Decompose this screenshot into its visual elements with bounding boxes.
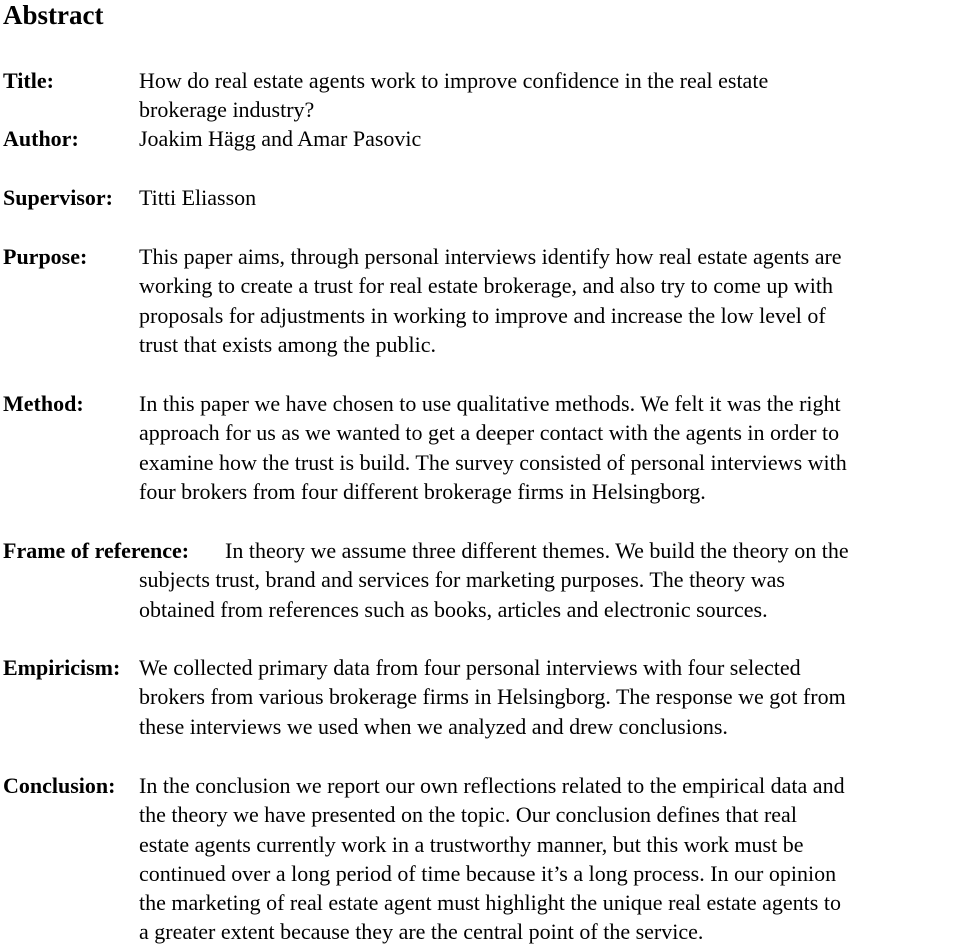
purpose-text bbox=[3, 242, 957, 359]
section-frame-of-reference bbox=[3, 536, 957, 624]
text-line: examine how the trust is build. The survey consisted of personal interviews with bbox=[139, 449, 847, 475]
text-line: a greater extent because they are the central point of the service. bbox=[139, 919, 704, 945]
section-conclusion bbox=[3, 771, 957, 947]
text-line: the marketing of real estate agent must highlight the unique real estate agents to bbox=[139, 890, 841, 916]
method-label: Method: bbox=[3, 391, 84, 416]
text-line: approach for us as we wanted to get a deeper contact with the agents in order to bbox=[139, 420, 840, 446]
section-purpose bbox=[3, 242, 957, 359]
purpose-label: Purpose: bbox=[3, 244, 88, 269]
empiricism-label: Empiricism: bbox=[3, 655, 121, 680]
text-line: working to create a trust for real estate brokerage, and also try to come up with bbox=[139, 273, 833, 299]
text-line: trust that exists among the public. bbox=[139, 331, 436, 357]
method-text bbox=[3, 389, 957, 506]
text-line: four brokers from four different brokerage firms in Helsingborg. bbox=[139, 478, 706, 504]
abstract-heading: Abstract bbox=[3, 0, 104, 30]
author-text bbox=[3, 124, 957, 153]
text-line: subjects trust, brand and services for marketing purposes. The theory was bbox=[139, 567, 785, 593]
text-line: In theory we assume three different themes. We build the theory on the bbox=[225, 538, 849, 563]
text-line: Titti Eliasson bbox=[139, 185, 257, 210]
text-line: In the conclusion we report our own reflections related to the empirical data and bbox=[139, 773, 845, 798]
text-line: continued over a long period of time because it’s a long process. In our opinion bbox=[139, 860, 837, 886]
section-title bbox=[3, 66, 957, 125]
text-line: We collected primary data from four personal interviews with four selected bbox=[139, 655, 801, 680]
section-empiricism bbox=[3, 653, 957, 741]
text-line: brokerage industry? bbox=[139, 97, 315, 123]
text-line: the theory we have presented on the topic. Our conclusion defines that real bbox=[139, 802, 797, 828]
section-method bbox=[3, 389, 957, 506]
conclusion-text bbox=[3, 771, 957, 947]
text-line: these interviews we used when we analyzed and drew conclusions. bbox=[139, 713, 728, 739]
text-line: brokers from various brokerage firms in Helsingborg. The response we got from bbox=[139, 684, 846, 710]
frame-of-reference-label: Frame of reference: bbox=[3, 538, 190, 563]
text-line: proposals for adjustments in working to improve and increase the low level of bbox=[139, 302, 826, 328]
section-author bbox=[3, 124, 957, 153]
author-label: Author: bbox=[3, 126, 79, 151]
text-line: How do real estate agents work to improve confidence in the real estate bbox=[139, 68, 769, 93]
title-text bbox=[3, 66, 957, 125]
text-line: obtained from references such as books, articles and electronic sources. bbox=[139, 596, 768, 622]
empiricism-text bbox=[3, 653, 957, 741]
title-label: Title: bbox=[3, 68, 54, 93]
conclusion-label: Conclusion: bbox=[3, 773, 116, 798]
text-line: This paper aims, through personal interviews identify how real estate agents are bbox=[139, 244, 842, 269]
text-line: estate agents currently work in a trustworthy manner, but this work must be bbox=[139, 831, 804, 857]
text-line: Joakim Hägg and Amar Pasovic bbox=[139, 126, 422, 151]
supervisor-label: Supervisor: bbox=[3, 185, 113, 210]
supervisor-text bbox=[3, 183, 957, 212]
text-line: In this paper we have chosen to use qualitative methods. We felt it was the right bbox=[139, 391, 841, 416]
section-supervisor bbox=[3, 183, 957, 212]
